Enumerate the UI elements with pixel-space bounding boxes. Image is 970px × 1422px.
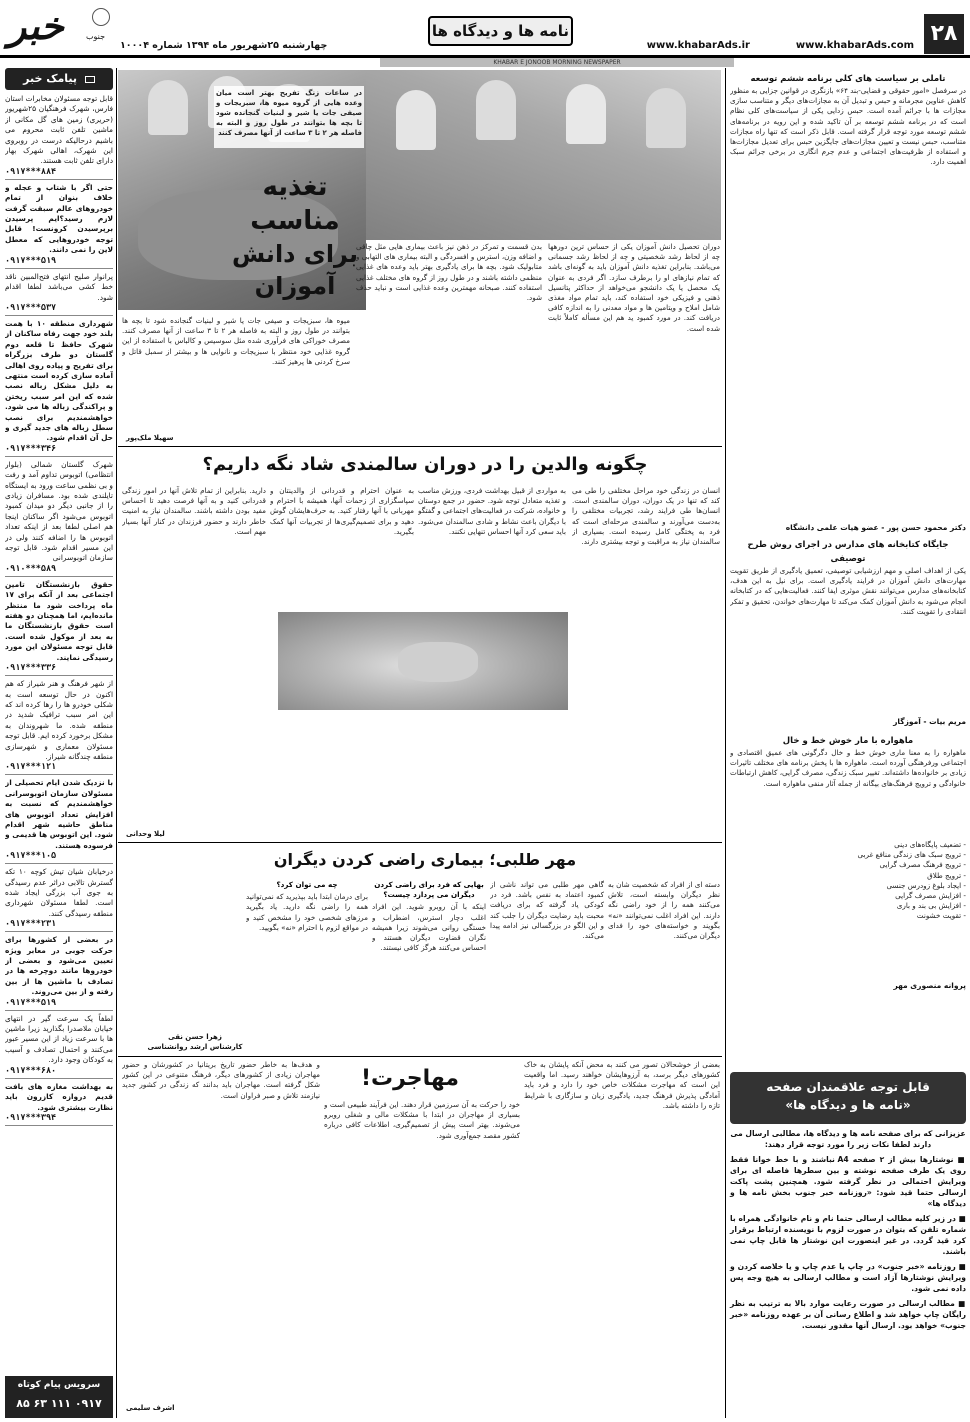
greed-body-3-text: اینکه با آن روبرو شوید. این افراد اغلب دچار استرس، اضطراب و خستگی روانی می‌شوند زیرا همیشه نگران قضاوت دیگران هستند و احساس می‌کنند هرگز کافی نیستند. [372,902,486,953]
sms-item-divider [5,931,113,932]
sms-footer [5,1376,113,1418]
sms-item-divider [5,456,113,457]
notice-item [730,1261,966,1294]
sms-item-divider [5,268,113,269]
sms-item-phone: ۰۹۱۷***۱۰۵ [5,851,57,862]
nutrition-body-3: میوه ها، سبزیجات و صیفی جات یا شیر و لبنیات گنجانده شود تا بچه ها بتوانند در طول روز و البته به فاصله هر ۲ تا ۳ ساعت از آنها مصرف کنند. مصرف خوراکی های فرآوری شده مثل سوسیس و کالباس با استفاده از این گروه غذایی خود منتظر با سبزیجات و نانوایی ها و بیشتر از سمبل قاتل و سرخ کردنی ها پرهیز کنند. [122,316,350,366]
satellite-list-item [730,901,966,911]
satellite-list-text: افزایش مصرف گرایی [895,891,962,901]
sms-item-text: شهرداری منطقه ۱۰ با همت بلند خود جهت رفاه ساکنان از شهرک حافظ تا قلعه دوم گلستان دو طرف بزرگراه برای تفریح و پیاده روی اهالی آماده سازی کرده است منتهی به دلیل مشکل زباله نصب شده که این امر سبب ریختن و پراکندگی زباله ها می شود. خواهشمندیم برای نصب سطل زباله های جدید گیری و حل آن اقدام شود. [5,318,113,443]
migration-byline: اشرف سلیمی [126,1404,175,1412]
greed-subhead-1: بهایی که فرد برای راضی کردن دیگران می پردازد چیست؟ [374,880,484,900]
sms-item-phone: ۰۹۱۷***۵۱۹ [5,255,57,266]
sms-item-text: درخیابان شیان تیش کوچه ۱۰ تکه گسترش تالابی دراثر عدم رسیدگی به جوی آب بزرگی ایجاد شده است. لطفا مسئولان شهرداری منطقه رسیدگی کنند. [5,867,113,918]
elderly-top-rule [118,446,722,447]
elderly-byline: لیلا وحدانی [126,830,165,838]
students-photo-right [366,70,721,240]
sms-item-phone: ۰۹۱۷***۳۴۶ [5,443,57,454]
page-number: ۲۸ [924,14,964,54]
greed-body-5 [122,880,242,1040]
masthead [0,0,970,62]
nutrition-body-1: دوران تحصیل دانش آموزان یکی از حساس ترین دورهها چه از لحاظ رشد شخصیتی و چه از لحاظ رشد جسمانی می‌باشد. بنابراین تغذیه دانش آموزان باید به گونه‌ای باشد که تمام نیازهای او را برطرف سازد. اگر فردی به عنوان یک محصل یا یک دانشجو می‌خواهد از حداکثر پتانسیل ذهنی و فیزیکی خود استفاده کند، باید تمام مواد مغذی شامل املاح و ویتامین ها و مواد معدنی را به اندازه کافی دریافت کند. در مورد کمبود ید هم این مسأله کاملاً ثابت شده است. [548,242,720,333]
greed-top-rule [118,842,722,843]
logo-main: خبر [8,4,64,48]
url-ir: www.khabarAds.ir [646,40,750,51]
square-bullet-icon: ■ [955,1214,966,1223]
sms-item [5,1082,113,1126]
sms-item [5,94,113,180]
sms-item-divider [5,774,113,775]
sms-item-text: حقوق بازنشستگان تامین اجتماعی بعد از آنکه برای ۱۷ ماه پرداخت شود ما منتظر مانده‌ایم، اما همچنان دو هفته است حقوق بازنشستگان ما به بعد از موکول شده است. قابل توجه مسئولان این مورد رسیدگی نمایند. [5,579,113,662]
notice-intro: عزیزانی که برای صفحه نامه ها و دیدگاه ها، مطالبی ارسال می دارند لطفا نکات زیر را مورد توجه قرار دهند: [730,1129,966,1149]
sms-item-phone: ۰۹۱۷***۱۲۱ [5,762,57,773]
greed-byline [140,1032,250,1052]
sms-item-text: با نزدیک شدن ایام تحصیلی از مسئولان سازمان اتوبوسرانی خواهشمندیم که نسبت به افزایش تعداد اتوبوس های مناطق حاشیه شهر اقدام شود. این اتوبوس ها قدیمی و فرسوده هستند. [5,778,113,850]
notice-item [730,1213,966,1257]
bullet-icon: - [961,860,966,870]
sms-item-phone: ۰۹۱۷***۵۳۷ [5,302,57,313]
logo-emblem-icon [92,8,110,26]
sms-item-text: قابل توجه مسئولان مخابرات استان فارس، شهرک فرهنگیان ۲۵شهریور (حریری) زمین های گل مکانی از ماشین تلفن ثابت محروم می باشیم درحالیکه درست در روبروی این شهرک، اهالی شهرک بهار دارای تلفن ثابت هستند. [5,94,113,166]
sms-item-text: شهرک گلستان شمالی (بلوار انتظامی) اتوبوس تداوم آمد و رفت و بی نظمی ساعت ورود به ایستگاه تایلندی شده بود. مسافران زیادی را از جانبی دیگر دو میدان کمبود اتوبوس می‌شود اگر ساکنان اینجا هم اصلی لطفا بعد از اینکه تعداد اتوبوس ها را اضافه کنند ولی در این مسیر اقدام شود. قابل توجه سازمان اتوبوسرانی [5,459,113,563]
migration-body-3: و هدف‌ها به خاطر حضور تاریخ بریتانیا در کشورشان و حضور مهاجران زیادی از کشورهای دیگر، فرهنگ متنوعی در این کشور شکل گرفته است. مهاجران باید بدانند که زندگی در کشور جدید نیازمند تلاش و صبر فراوان است. [122,1060,320,1100]
satellite-list-text: ترویج سبک های زندگی منافع غربی [857,850,962,860]
notice-item [730,1154,966,1209]
satellite-list-text: ترویج طلاق [927,870,962,880]
elderly-body-3: به عنوان احترام و قدردانی از والدینتان و سپاسگزاری از زحمات آنها، همیشه با احترام و مهربانی با آنها رفتار کنید. به حرف‌هایشان گوش دهید و برای تصمیم‌گیری‌ها از تجربیات آنها کمک بگیرید. [270,486,414,536]
notice-item [730,1298,966,1331]
article-1-title: تاملی بر سیاست های کلی برنامه ششم توسعه [750,74,946,84]
url-com: www.khabarAds.com [795,40,914,51]
sms-item-divider [5,1125,113,1126]
notice-item-text: نوشتارها بیش از ۲ صفحه A4 نباشند و با خط خوانا فقط روی یک طرف صفحه نوشته و بین سطرها فاصله ای برای ویرایش احتمالی در نظر گرفته شود. همچنین پشت پاکت ارسالی حتما قید شود: «روزنامه خبر جنوب بخش نامه ها و دیدگاه ها» [730,1155,966,1208]
sms-item [5,319,113,457]
sms-item [5,1014,113,1079]
sms-item-phone: ۰۹۱۷***۵۱۹ [5,997,57,1008]
sms-item-text: در بعضی از کشورها برای حرکت جوبی در معابر ویژه تعیین می‌شود و بعضی از خودروها مانند دوچرخه ها در تصادف با ماشین ها از بین رفته و از بین می‌روند. [5,935,113,997]
migration-top-rule [118,1056,722,1057]
sms-column-header [5,68,113,90]
sms-item [5,580,113,676]
satellite-list-text: ایجاد بلوغ زودرس جنسی [886,880,962,890]
nutrition-title-line1: تغذیه مناسب [250,172,340,236]
sms-item-divider [5,315,113,316]
nutrition-headline [220,170,370,302]
sms-footer-label: سرویس پیام کوتاه [17,1380,101,1390]
greed-byline-name: زهرا حسن نقی [168,1033,222,1041]
migration-body-2: خود را حرکت به آن سرزمین قرار دهند. این فرآیند طبیعی است و بسیاری از مهاجران در ابتدا با مشکلات مالی و شغلی روبرو می‌شوند. بهتر است پیش از تصمیم‌گیری، اطلاعات کافی درباره کشور مقصد جمع‌آوری شود. [324,1100,520,1140]
sms-item [5,183,113,269]
satellite-list-item [730,891,966,901]
right-column [730,68,966,1418]
sms-item [5,460,113,577]
bullet-icon: - [961,911,966,921]
sms-column-title: پیامک خبر [23,72,78,85]
satellite-list-text: ترویج فرهنگ مصرف گرایی [879,860,962,870]
bullet-icon: - [961,901,966,911]
sms-item-divider [5,576,113,577]
notice-header [730,1072,966,1124]
article-1-byline: دکتر محمود حسن پور - عضو هیات علمی دانشگاه [785,523,966,532]
article-3-body: ماهواره را به معنا ماری خوش خط و خال دگرگونی های عمیق اقتصادی و اجتماعی ورفرهنگی آورده است. ماهواره ها با پخش برنامه های مختلف تاثیرات زیادی بر خانواده‌ها داشته‌اند. تغییر سبک زندگی، مصرف گرایی، کاهش ارتباطات خانوادگی و ترویج فرهنگ‌های بیگانه از جمله آثار منفی ماهواره است. [730,748,966,788]
greed-body-3 [372,880,486,1054]
greed-subhead-2: چه می توان کرد؟ [276,880,338,889]
sms-item-phone: ۰۹۱۷***۸۸۴ [5,166,57,177]
sms-item-phone: ۰۹۱۰***۵۸۹ [5,563,57,574]
bullet-icon: - [961,840,966,849]
masthead-strip: KHABAR E JONOOB MORNING NEWSPAPER [380,58,734,67]
satellite-list-text: تقویت خشونت [916,911,962,921]
satellite-list-text: تضعیف پایگاه‌های دینی [894,840,962,849]
square-bullet-icon: ■ [955,1262,966,1271]
bullet-icon: - [961,870,966,880]
nutrition-byline: سهیلا ملک‌پور [126,434,174,442]
notice-item-text: مطالب ارسالی در صورت رعایت موارد بالا به ترتیب به نظر رایگان چاپ خواهد شد و اطلاع رسانی آن بر عهده روزنامه «خبر جنوب» خواهد بود. ارسال آنها مقدور نیست. [729,1299,966,1330]
square-bullet-icon: ■ [954,1299,966,1308]
sms-envelope-icon [85,76,95,83]
sms-item-divider [5,179,113,180]
satellite-list-item [730,860,966,870]
elderly-body-2: به مواردی از قبیل بهداشت فردی، ورزش مناسب و تغذیه متعادل توجه شود. حضور در جمع دوستان و خانواده، شرکت در فعالیت‌های اجتماعی و گفتگو با دیگران باعث نشاط و شادی سالمندان می‌شود. باید سعی کرد آنها احساس تنهایی نکنند. [418,486,566,536]
bullet-icon: - [961,850,966,860]
sms-item [5,272,113,316]
elderly-headline: چگونه والدین را در دوران سالمندی شاد نگه داریم؟ [202,454,648,475]
sms-list [5,90,113,1370]
notice-item-text: روزنامه «خبر جنوب» در چاپ یا عدم چاپ و یا خلاصه کردن و ویرایش نوشتارها آزاد است و مطالب ارسالی به هیچ وجه پس داده نمی شود. [730,1262,966,1293]
sms-item-phone: ۰۹۱۷***۳۳۶ [5,663,57,674]
elderly-body-2b [418,712,566,830]
migration-headline: مهاجرت! [360,1066,460,1091]
sms-item [5,778,113,864]
square-bullet-icon: ■ [953,1155,966,1164]
notice-box [730,1072,966,1418]
sms-item-phone: ۰۹۱۷***۶۸۰ [5,1065,57,1076]
greed-headline: مهر طلبی؛ بیماری راضی کردن دیگران [273,850,577,869]
sms-item [5,867,113,932]
satellite-list-text: افزایش بی بند و باری [896,901,962,911]
nutrition-body-2: بدن قسمت و تمرکز در ذهن نیز باعث بیماری هایی مثل چاقی و اضافه وزن، استرس و افسردگی و البته بیماری های التهابی و متابولیک شود. بچه ها برای یادگیری بهتر باید وعده های غذایی منظمی داشته باشند و در طول روز از گروه های مختلف غذایی استفاده کنند. صبحانه مهمترین وعده غذایی است و نباید حذف شود. [356,242,542,303]
greed-body-1: دسته ای از افراد که شخصیت شان به نظر دیگران وابسته است، تلاش می‌کنند همه را از خود راضی نگه دارند. این افراد اغلب نمی‌توانند «نه» بگویند و خواسته‌های خود را فدای دیگران می‌کنند. [608,880,720,941]
elderly-body-1: انسان در زندگی خود مراحل مختلفی را طی می کند که تنها در یک دوران، دوران سالمندی است. انسان‌ها طی فرایند رشد، تجربیات مختلفی را به‌دست می‌آورند و سالمندی مرحله‌ای است که فرد به پختگی کامل رسیده است. بسیاری از سالمندان نیاز به مراقبت و توجه بیشتری دارند. [572,486,720,547]
logo-sub: جنوب [86,32,106,41]
notice-item-text: در زیر کلیه مطالب ارسالی حتما نام و نام خانوادگی همراه با شماره تلفن که بتوان در صورت لزوم با نویسنده ارتباط برقرار کرد قید گردد. در غیر اینصورت این نوشتار ها قابل چاپ نمی باشند. [730,1214,966,1256]
section-title: نامه ها و دیدگاه ها [428,16,573,46]
article-1-body: در سرفصل «امور حقوقی و قضایی-بند ۶۴» بازنگری در قوانین جزایی به منظور کاهش عناوین مجرمانه و حبس و تبدیل آن به مجازات‌های دیگر و متناسب سازی مجازات ها با جرائم آمده است. حبس زدایی یکی از سیاست‌های کلی نظام است که در برنامه ششم توسعه بر آن تاکید شده و این رویه در برنامه‌های ششم توسعه مورد توجه قرار گرفته است. قابل ذکر است که تنها راه مجازات متناسب، حبس نیست و تعیین مجازات‌های جایگزین حبس برای تعدیل مجازات‌ها و استفاده از ظرفیت‌های اجتماعی و عدم جرم انگاری در برخی جرائم سبک اهمیت دارد. [730,86,966,167]
satellite-list-item [730,881,966,891]
sms-item-phone: ۰۹۱۷***۲۳۱ [5,919,57,930]
nutrition-title-line2: برای دانش آموزان [232,240,358,300]
bullet-icon: - [961,880,966,890]
notice-title-line1: قابل توجه علاقمندان صفحه [766,1080,930,1094]
sms-item-text: حتی اگر با شتاب و عجله و خلاف بنوان از تمام خودروهای عالم سبقت گرفت لازم رسید؟ایم پرسیدن برپرسیدن کرونست! قابل توجه خودروهایی که معطل لاین را نمی دانند. [5,182,113,255]
article-2-title: جایگاه کتابخانه های مدارس در اجرای روش طرح توصیفی [747,540,949,564]
sms-item-divider [5,675,113,676]
notice-list [730,1154,966,1331]
migration-body-1: بعضی از خوشحالان تصور می کنند به محض آنکه پایشان به خاک کشورهای دیگر برسد، به آرزوهایشان خواهند رسید. اما واقعیت این است که مهاجرت مشکلات خاص خود را دارد و فرد باید آمادگی پذیرش فرهنگ جدید، یادگیری زبان و سازگاری با شرایط تازه را داشته باشد. [524,1060,720,1110]
nutrition-caption: در ساعات زنگ تفریح بهتر است میان وعده هایی از گروه میوه ها، سبزیجات و صیفی جات یا شیر و لبنیات گنجانده شود تا بچه ها بتوانند در طول روز و البته به فاصله هر ۲ تا ۳ ساعت از آنها مصرف کنند [214,86,364,148]
satellite-list-item [730,871,966,881]
greed-body-4-text: برای درمان ابتدا باید بپذیرید که نمی‌توانید همه را راضی نگه دارید. یاد بگیرید مرزهای شخصی خود را مشخص کنید و در مواقع لزوم با احترام «نه» بگویید. [246,892,368,932]
greed-byline-role: کارشناس ارشد روانشناسی [147,1043,243,1051]
sms-item-divider [5,1010,113,1011]
sms-column [5,68,113,1418]
satellite-list-item [730,911,966,921]
bullet-icon: - [961,891,966,901]
article-2-body: یکی از اهداف اصلی و مهم ارزشیابی توصیفی، تعمیق یادگیری از طریق تقویت مهارت‌های دانش آموزان در فرایند یادگیری است. برای نیل به این هدف، کتابخانه‌های مدارس می‌توانند نقش موثری ایفا کنند. فعالیت‌هایی که در کتابخانه انجام می‌شود به دانش آموزان کمک می‌کند تا مهارت‌های خواندن، تحقیق و تفکر انتقادی را تقویت کنند. [730,566,966,616]
article-2-byline: مریم بیات - آموزگار [893,717,966,726]
date-line: چهارشنبه ۲۵شهریور ماه ۱۳۹۴ شماره ۱۰۰۰۴ [120,40,328,51]
sms-item-text: پرانوار صلیح انتهای فتح‌المبین ناقد خط کشی می‌باشد لطفا اقدام شود. [5,271,113,302]
sms-item [5,679,113,775]
article-3-title: ماهواره با مار خوش خط و خال [782,736,914,746]
notice-title-line2: «نامه ها و دیدگاه ها» [785,1098,911,1112]
sms-item-text: از شهر فرهنگ و هنر شیراز که هم اکنون در حال توسعه است به شکلی خودرو ها را رها کرده اند که این امر سبب ترافیک شدید در منطقه شده. ما شهروندان به مشکل برخورد کرده ایم. قابل توجه مسئولان معماری و شهرسازی منطقه چندگانه شیراز. [5,679,113,761]
sms-item-divider [5,863,113,864]
elderly-body-4: دارید. بنابراین از تمام تلاش آنها در امور زندگی قدردانی کنید و به آنها فرصت دهید تا احساس مفید بودن داشته باشند. سالمندان نیاز به امنیت خاطر دارند و حضور فرزندان در کنار آنها بسیار مهم است. [122,486,266,536]
greed-body-2: گاهی مهر طلبی می تواند ناشی از کمبود اعتماد به نفس باشد. فرد در کودکی یاد گرفته که برای دریافت محبت باید رضایت دیگران را جلب کند و این الگو در بزرگسالی نیز ادامه پیدا می‌کند. [490,880,604,941]
sms-item-text: لطفاً یک سرعت گیر در انتهای خیابان ملاصدرا بگذارید زیرا ماشین ها با سرعت زیاد از این مسیر عبور می‌کنند و احتمال تصادف و آسیب به کودکان وجود دارد. [5,1013,113,1065]
sms-footer-number: ۰۹۱۷ ۱۱۱ ۶۳ ۸۵ [16,1397,102,1410]
greed-body-4 [246,880,368,1040]
holding-hands-photo [278,612,568,710]
sms-item [5,935,113,1010]
article-3-byline: پروانه منصوری مهر [893,981,966,990]
sms-item-divider [5,1078,113,1079]
satellite-list-item [730,840,966,850]
satellite-list-item [730,850,966,860]
article-3-list [730,840,966,980]
masthead-logo [8,4,118,50]
sms-item-phone: ۰۹۱۷***۳۹۴ [5,1112,57,1123]
sms-item-text: به بهداشت مغازه های بافت قدیم دروازه کازرون باید نظارت بیشتری شود. [5,1081,113,1112]
left-column-divider [116,68,117,1418]
right-column-divider [725,68,726,1418]
